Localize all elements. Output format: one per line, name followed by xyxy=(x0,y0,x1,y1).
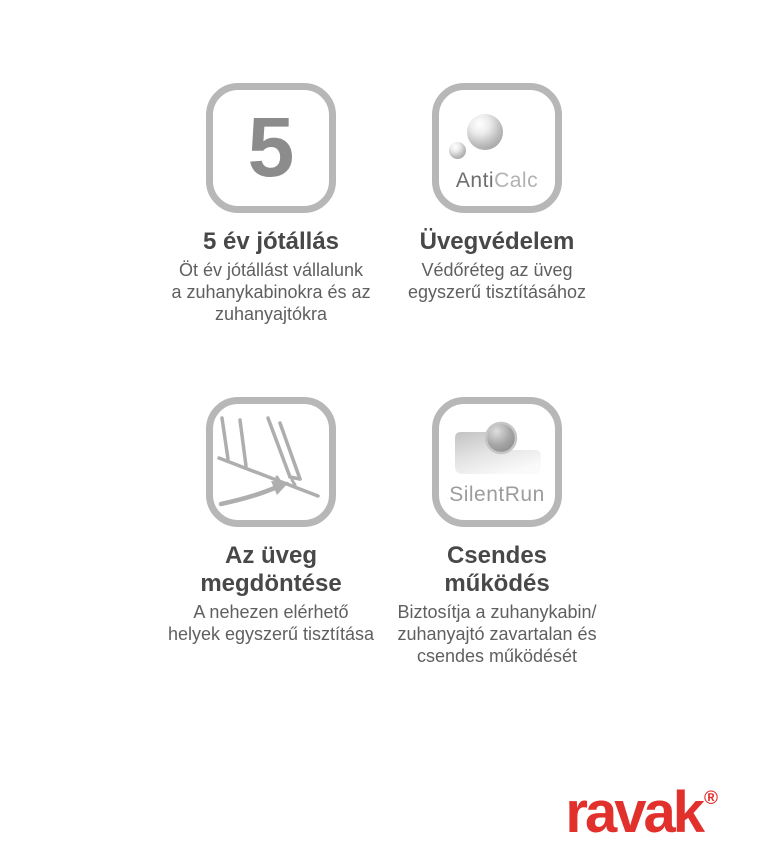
silentrun-wordmark: SilentRun xyxy=(449,483,545,506)
bubble-large xyxy=(467,114,503,150)
ravak-logo xyxy=(565,779,718,846)
tile-anticalc xyxy=(384,83,610,397)
tile-tilt-glass-description: A nehezen elérhető helyek egyszerű tisztítása xyxy=(167,602,375,644)
warranty-digit: 5 xyxy=(247,99,295,194)
tile-warranty-title: 5 év jótállás xyxy=(202,228,340,255)
bubble-small xyxy=(449,142,466,159)
tile-tilt-glass xyxy=(158,397,384,667)
tile-warranty xyxy=(158,83,384,397)
tile-anticalc-description: Védőréteg az üveg egyszerű tisztításához xyxy=(407,260,587,302)
tilting-glass-icon xyxy=(206,397,336,527)
feature-grid xyxy=(158,83,610,667)
tile-silentrun xyxy=(384,397,610,667)
registered-trademark-icon: ® xyxy=(704,788,718,809)
tile-silentrun-title: Csendes működés xyxy=(444,542,550,597)
tile-tilt-glass-title: Az üveg megdöntése xyxy=(200,542,342,597)
anticalc-wordmark: AntiCalc xyxy=(455,169,539,192)
silentrun-roller-icon xyxy=(432,397,562,527)
five-year-badge-icon xyxy=(206,83,336,213)
tile-anticalc-title: Üvegvédelem xyxy=(419,228,575,255)
tilting-glass-drawing xyxy=(213,404,329,520)
tile-silentrun-description: Biztosítja a zuhanykabin/ zuhanyajtó zavartalan és csendes működését xyxy=(397,602,597,666)
tile-warranty-description: Öt év jótállást vállalunk a zuhanykabinokra és az zuhanyajtókra xyxy=(171,260,371,324)
ravak-logo-text: ravak xyxy=(565,780,702,845)
anticalc-bubbles-icon xyxy=(432,83,562,213)
